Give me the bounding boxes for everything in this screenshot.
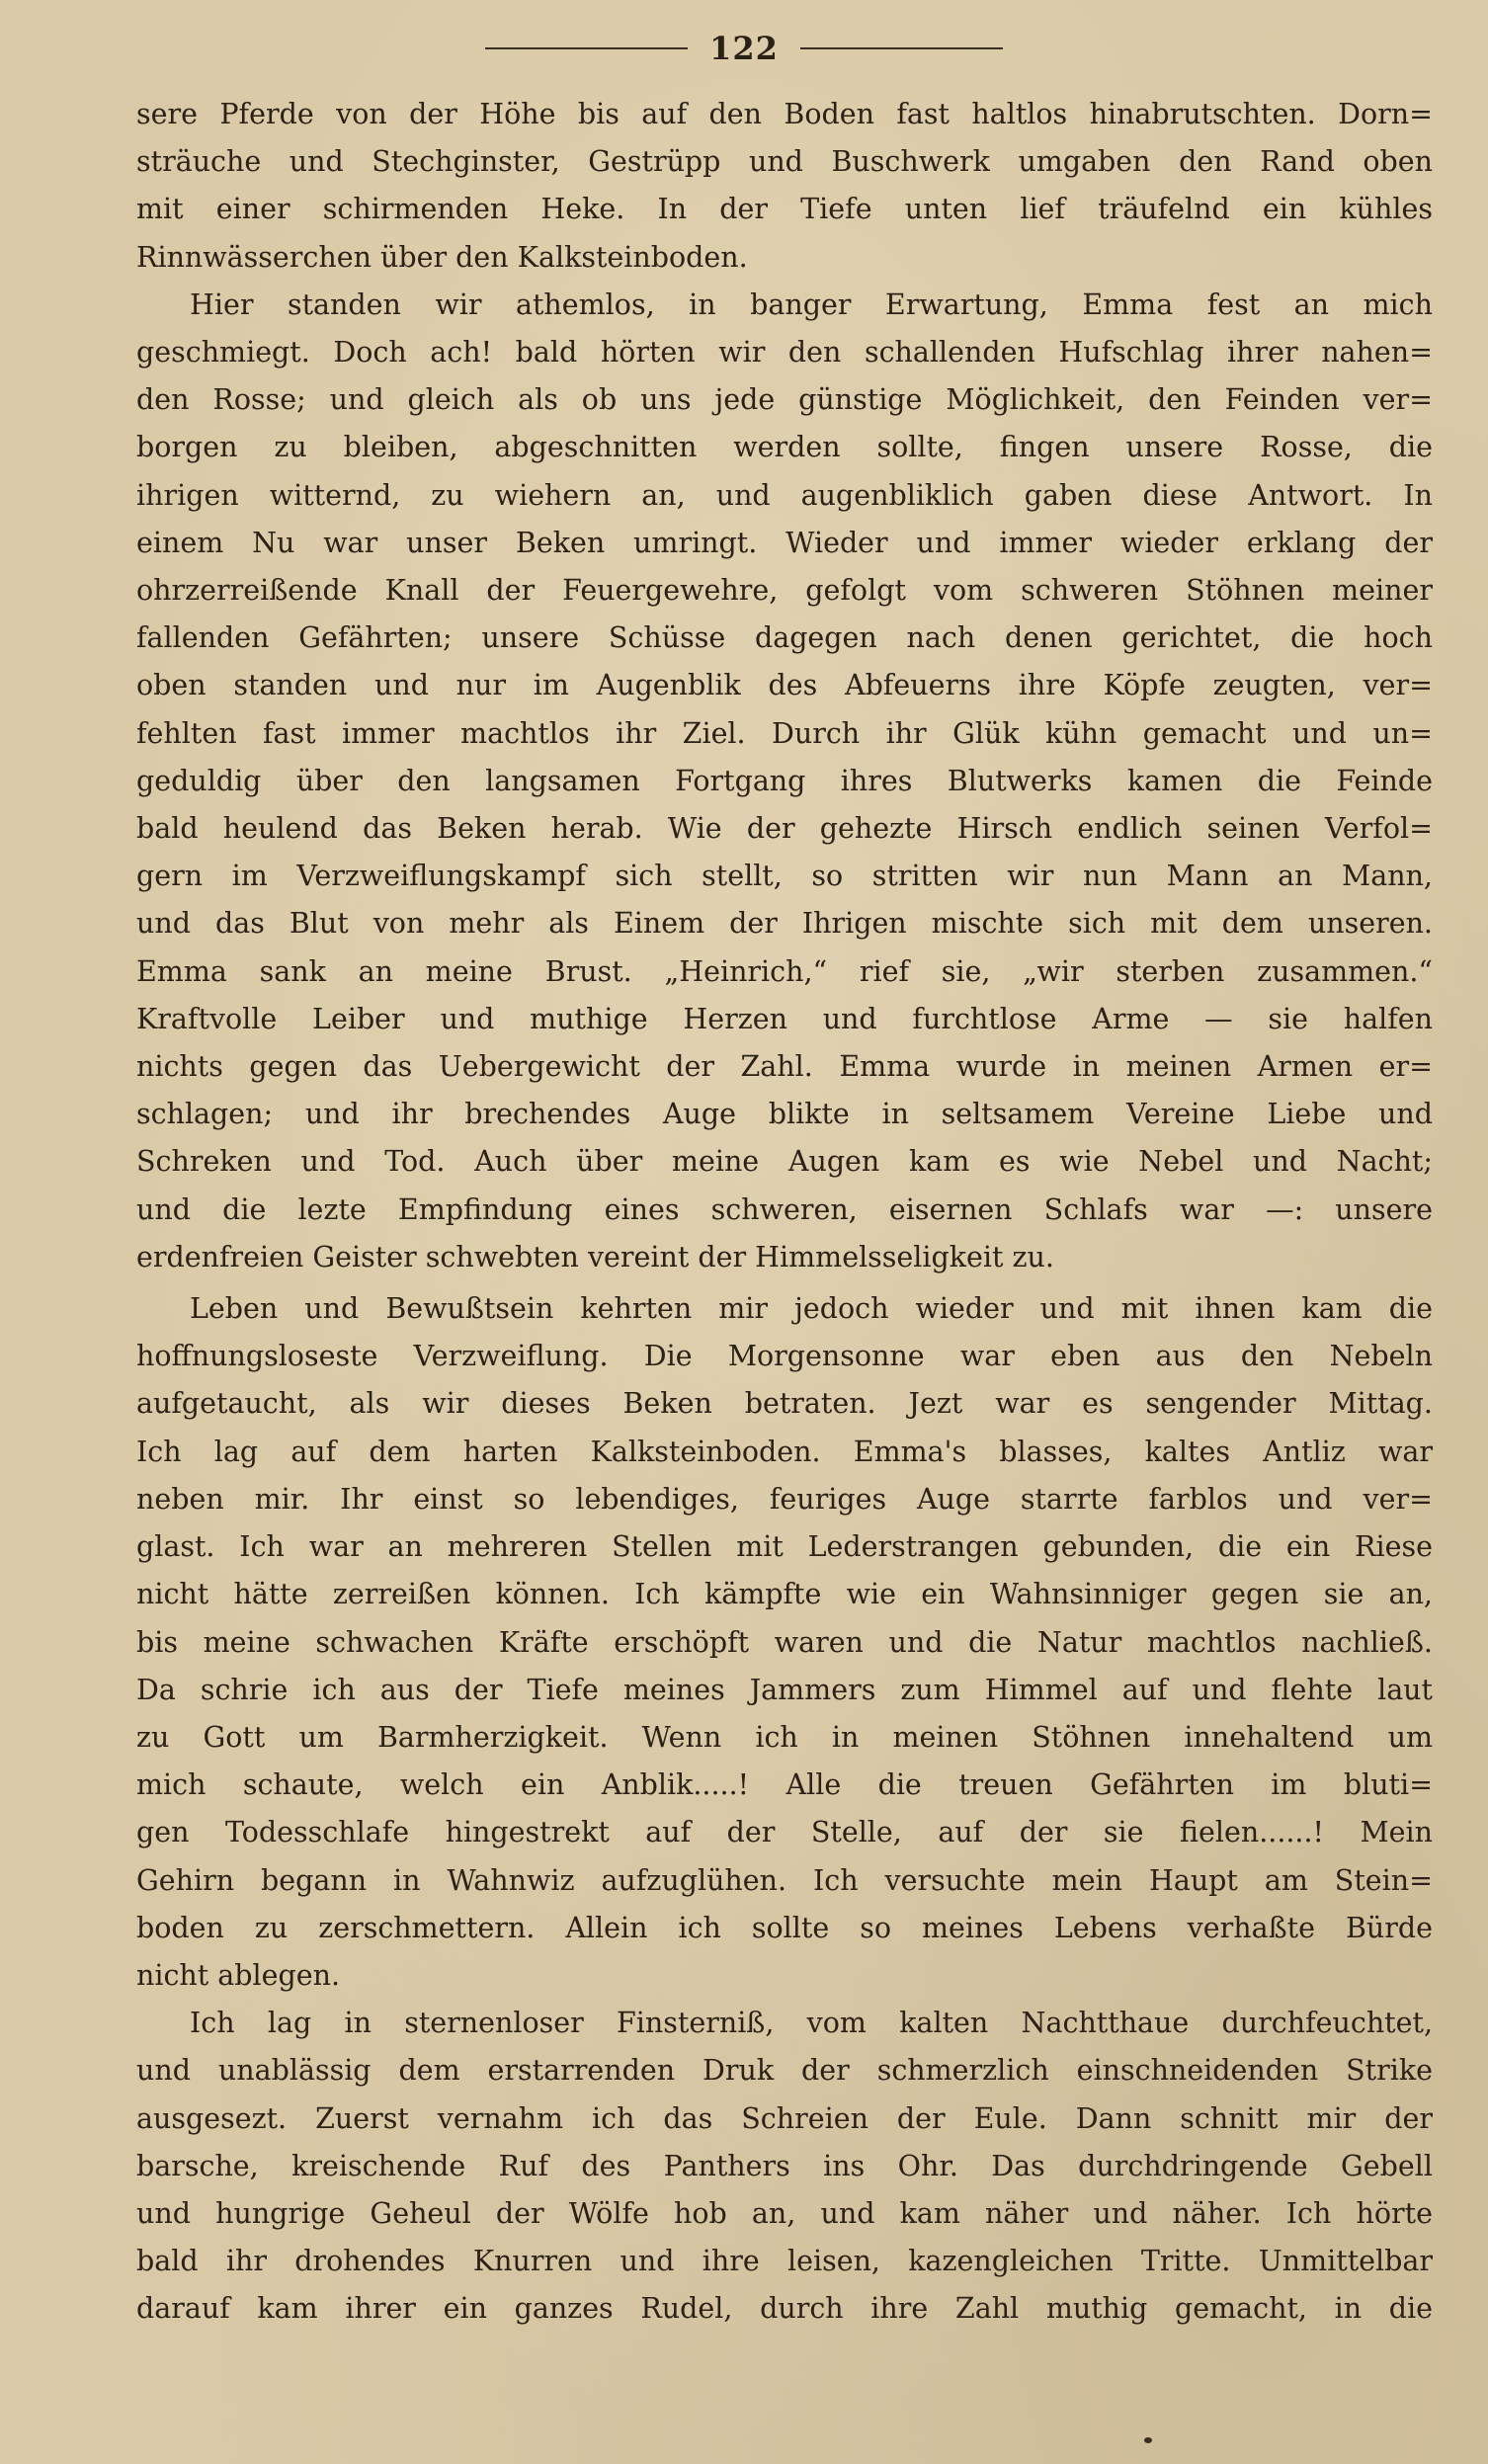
text-line: fallenden Gefährten; unsere Schüsse dagegen nach denen gerichtet, die hoch xyxy=(136,621,1433,655)
text-line: mit einer schirmenden Heke. In der Tiefe unten lief träufelnd ein kühles xyxy=(136,193,1433,226)
text-line: den Rosse; und gleich als ob uns jede günstige Möglichkeit, den Feinden ver= xyxy=(136,383,1433,417)
text-line: Rinnwässerchen über den Kalksteinboden. xyxy=(136,240,748,274)
text-line: nicht hätte zerreißen können. Ich kämpfte wie ein Wahnsinniger gegen sie an, xyxy=(136,1578,1433,1611)
text-line: barsche, kreischende Ruf des Panthers ins Ohr. Das durchdringende Gebell xyxy=(136,2149,1433,2182)
text-line: boden zu zerschmettern. Allein ich sollte so meines Lebens verhaßte Bürde xyxy=(136,1911,1433,1944)
paragraph-2 xyxy=(136,282,1433,1281)
text-line: und die lezte Empfindung eines schweren, eisernen Schlafs war —: unsere xyxy=(136,1192,1433,1226)
text-line: Emma sank an meine Brust. „Heinrich,“ rief sie, „wir sterben zusammen.“ xyxy=(136,954,1433,988)
text-line: geschmiegt. Doch ach! bald hörten wir den schallenden Hufschlag ihrer nahen= xyxy=(136,336,1433,370)
text-line: Gehirn begann in Wahnwiz aufzuglühen. Ich versuchte mein Haupt am Stein= xyxy=(136,1863,1433,1897)
text-line: gern im Verzweiflungskampf sich stellt, so stritten wir nun Mann an Mann, xyxy=(136,860,1433,893)
body-text xyxy=(136,91,1433,2334)
text-line: glast. Ich war an mehreren Stellen mit Lederstrangen gebunden, die ein Riese xyxy=(136,1530,1433,1564)
paragraph-1 xyxy=(136,91,1433,282)
text-line: fehlten fast immer machtlos ihr Ziel. Durch ihr Glük kühn gemacht und un= xyxy=(136,716,1433,750)
text-line: hoffnungsloseste Verzweiflung. Die Morgensonne war eben aus den Nebeln xyxy=(136,1340,1433,1373)
text-line: bald heulend das Beken herab. Wie der gehezte Hirsch endlich seinen Verfol= xyxy=(136,812,1433,846)
text-line: sere Pferde von der Höhe bis auf den Boden fast haltlos hinabrutschten. Dorn= xyxy=(136,98,1433,130)
text-line: ausgesezt. Zuerst vernahm ich das Schreien der Eule. Dann schnitt mir der xyxy=(136,2101,1433,2135)
text-line: gen Todesschlafe hingestrekt auf der Stelle, auf der sie fielen......! Mein xyxy=(136,1816,1433,1849)
text-line: nicht ablegen. xyxy=(136,1958,341,1992)
header-rule-left xyxy=(485,47,688,49)
text-line: Hier standen wir athemlos, in banger Erwartung, Emma fest an mich xyxy=(190,287,1433,321)
header-rule-right xyxy=(800,47,1003,49)
text-line: ihrigen witternd, zu wiehern an, und augenbliklich gaben diese Antwort. In xyxy=(136,478,1433,512)
text-line: bis meine schwachen Kräfte erschöpft waren und die Natur machtlos nachließ. xyxy=(136,1625,1433,1659)
text-line: aufgetaucht, als wir dieses Beken betraten. Jezt war es sengender Mittag. xyxy=(136,1387,1433,1421)
text-line: ohrzerreißende Knall der Feuergewehre, gefolgt vom schweren Stöhnen meiner xyxy=(136,574,1433,608)
text-line: Kraftvolle Leiber und muthige Herzen und furchtlose Arme — sie halfen xyxy=(136,1002,1433,1035)
page-header xyxy=(0,24,1488,73)
text-line: erdenfreien Geister schwebten vereint der Himmelsseligkeit zu. xyxy=(136,1240,1054,1273)
text-line: sträuche und Stechginster, Gestrüpp und Buschwerk umgaben den Rand oben xyxy=(136,145,1433,179)
text-line: und unablässig dem erstarrenden Druk der schmerzlich einschneidenden Strike xyxy=(136,2054,1433,2088)
text-line: neben mir. Ihr einst so lebendiges, feuriges Auge starrte farblos und ver= xyxy=(136,1482,1433,1516)
text-line: Leben und Bewußtsein kehrten mir jedoch wieder und mit ihnen kam die xyxy=(190,1292,1433,1326)
text-line: mich schaute, welch ein Anblik.....! Alle die treuen Gefährten im bluti= xyxy=(136,1768,1433,1802)
text-line: nichts gegen das Uebergewicht der Zahl. Emma wurde in meinen Armen er= xyxy=(136,1050,1433,1084)
text-line: und hungrige Geheul der Wölfe hob an, und kam näher und näher. Ich hörte xyxy=(136,2196,1433,2230)
text-line: Ich lag in sternenloser Finsterniß, vom kalten Nachtthaue durchfeuchtet, xyxy=(190,2007,1433,2040)
text-line: oben standen und nur im Augenblik des Abfeuerns ihre Köpfe zeugten, ver= xyxy=(136,669,1433,702)
page-number: 122 xyxy=(709,30,779,67)
paragraph-4 xyxy=(136,2000,1433,2333)
text-line: Da schrie ich aus der Tiefe meines Jammers zum Himmel auf und flehte laut xyxy=(136,1673,1433,1706)
text-line: und das Blut von mehr als Einem der Ihrigen mischte sich mit dem unseren. xyxy=(136,907,1433,941)
paragraph-3 xyxy=(136,1285,1433,2000)
text-line: zu Gott um Barmherzigkeit. Wenn ich in meinen Stöhnen innehaltend um xyxy=(136,1720,1433,1754)
text-line: Ich lag auf dem harten Kalksteinboden. Emma's blasses, kaltes Antliz war xyxy=(136,1435,1433,1468)
text-line: borgen zu bleiben, abgeschnitten werden sollte, fingen unsere Rosse, die xyxy=(136,431,1433,464)
text-line: Schreken und Tod. Auch über meine Augen kam es wie Nebel und Nacht; xyxy=(136,1145,1433,1179)
text-line: einem Nu war unser Beken umringt. Wieder und immer wieder erklang der xyxy=(136,526,1433,559)
text-line: geduldig über den langsamen Fortgang ihres Blutwerks kamen die Feinde xyxy=(136,764,1433,797)
ink-spot xyxy=(1144,2437,1152,2443)
text-line: schlagen; und ihr brechendes Auge blikte in seltsamem Vereine Liebe und xyxy=(136,1098,1433,1131)
text-line: darauf kam ihrer ein ganzes Rudel, durch ihre Zahl muthig gemacht, in die xyxy=(136,2292,1433,2326)
text-line: bald ihr drohendes Knurren und ihre leisen, kazengleichen Tritte. Unmittelbar xyxy=(136,2245,1433,2278)
